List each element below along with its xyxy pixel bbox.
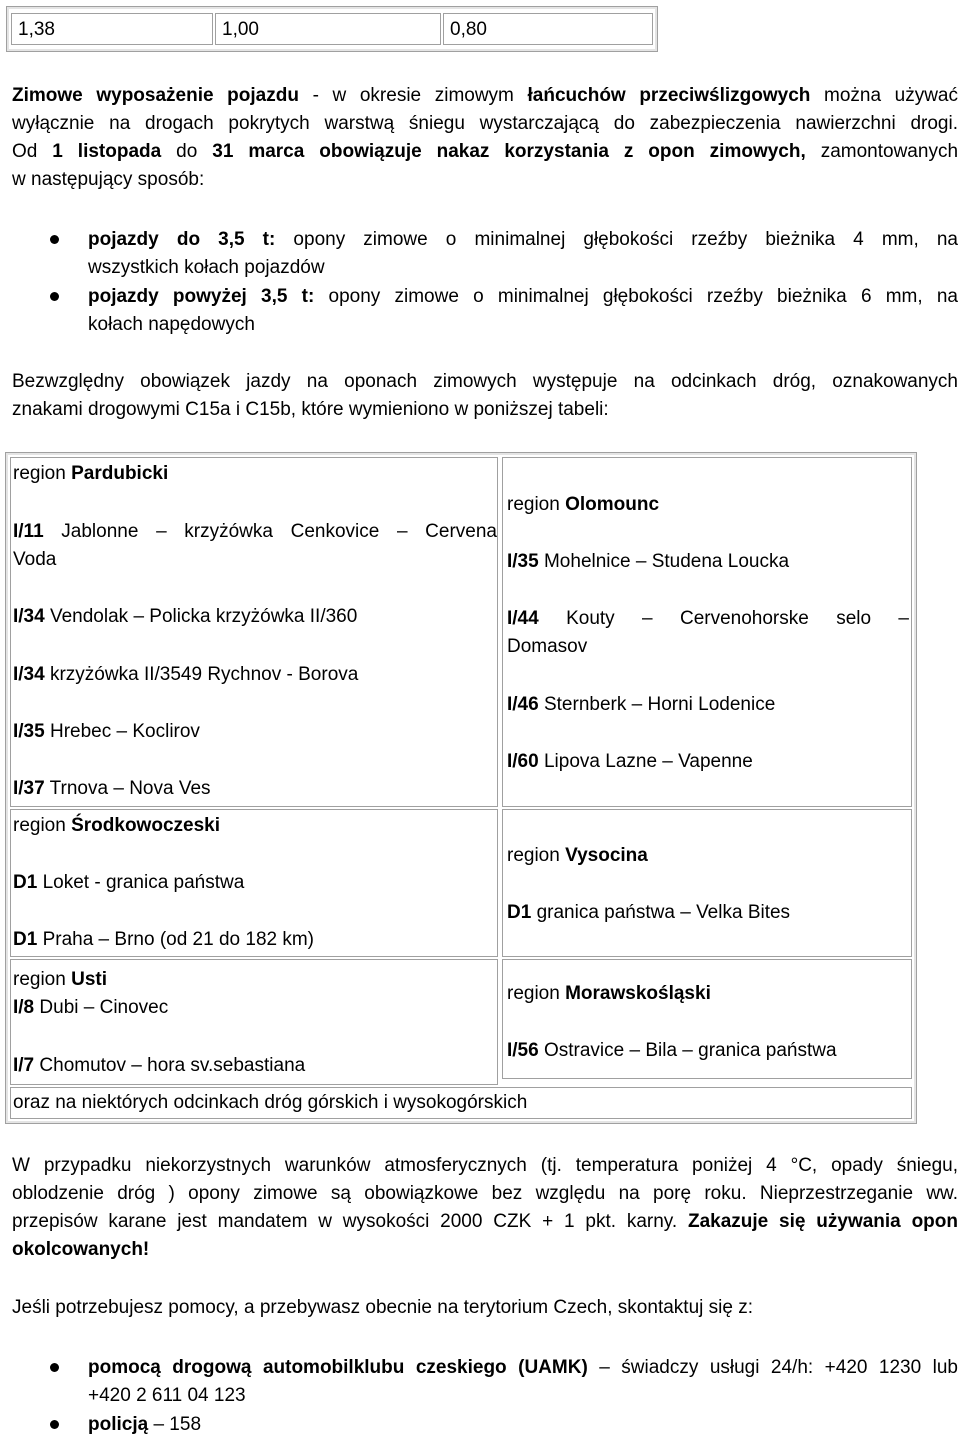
winter-equipment-paragraph xyxy=(12,82,958,194)
road-i44 xyxy=(507,605,909,633)
region-name: Morawskośląski xyxy=(565,983,711,1004)
road-text: Sternberk – Horni Lodenice xyxy=(538,694,776,715)
road-text: Ostravice – Bila – granica państwa xyxy=(538,1040,837,1061)
cell-morawskoslaski xyxy=(502,959,912,1079)
regions-table xyxy=(5,452,917,1124)
region-name: Vysocina xyxy=(565,845,648,866)
bullet-text: opony zimowe o minimalnej głębokości rzeźby bieżnika 4 mm, na xyxy=(275,229,958,250)
bullet-line xyxy=(88,1354,958,1382)
top-cell-3: 0,80 xyxy=(443,13,653,45)
road-text: Dubi – Cinovec xyxy=(34,997,169,1018)
road-i46 xyxy=(507,691,775,719)
bullet-line: +420 2 611 04 123 xyxy=(88,1385,246,1406)
region-title-srodkowoczeski xyxy=(13,812,220,840)
date-end: 31 marca xyxy=(212,141,305,162)
bullet-bold: pojazdy powyżej 3,5 t: xyxy=(88,286,315,307)
weather-line-4 xyxy=(12,1236,958,1264)
winter-text: - w okresie zimowym xyxy=(298,85,528,106)
bullet-line: wszystkich kołach pojazdów xyxy=(88,257,325,278)
bullet-icon xyxy=(50,292,59,301)
region-prefix: region xyxy=(507,845,566,866)
road-text: Trnova – Nova Ves xyxy=(44,778,211,799)
obligation-paragraph xyxy=(12,368,958,424)
bullet-bold: pomocą drogową automobilklubu czeskiego (UAMK) xyxy=(88,1357,588,1378)
region-title-morawskoslaski xyxy=(507,980,711,1008)
road-i34-b xyxy=(13,661,358,689)
cell-srodkowoczeski xyxy=(10,809,498,957)
road-code: I/34 xyxy=(13,664,45,685)
road-code: I/37 xyxy=(13,778,45,799)
road-d1-vysocina xyxy=(507,899,790,927)
road-text: Vendolak – Policka krzyżówka II/360 xyxy=(44,606,358,627)
weather-line-1: W przypadku niekorzystnych warunków atmosferycznych (tj. temperatura poniżej 4 °C, opady śniegu, xyxy=(12,1155,958,1176)
help-intro xyxy=(12,1294,958,1322)
road-text: Kouty – Cervenohorske selo – xyxy=(538,608,909,629)
bullet-icon xyxy=(50,1363,59,1372)
weather-text: przepisów karane jest mandatem w wysokości 2000 CZK + 1 pkt. karny. xyxy=(12,1211,688,1232)
region-prefix: region xyxy=(13,463,72,484)
road-i37 xyxy=(13,775,211,803)
road-text: Lipova Lazne – Vapenne xyxy=(538,751,753,772)
weather-paragraph xyxy=(12,1152,958,1264)
winter-line-4: w następujący sposób: xyxy=(12,169,205,190)
bullet-line: kołach napędowych xyxy=(88,314,255,335)
region-title-vysocina xyxy=(507,842,648,870)
road-code: I/44 xyxy=(507,608,539,629)
winter-line-2: wyłącznie na drogach pokrytych warstwą śniegu wystarczającą do zabezpieczenia nawierzchni drogi. xyxy=(12,113,958,134)
bullet-line xyxy=(88,226,958,254)
region-prefix: region xyxy=(507,494,566,515)
weather-line-3 xyxy=(12,1208,958,1236)
bullet-item-upto-3-5t xyxy=(88,226,958,282)
winter-text: można używać xyxy=(810,85,958,106)
road-code: I/60 xyxy=(507,751,539,772)
road-i35 xyxy=(13,718,200,746)
road-d1-loket xyxy=(13,869,244,897)
winter-text: do xyxy=(161,141,213,162)
region-title-olomounc xyxy=(507,491,659,519)
region-prefix: region xyxy=(13,815,72,836)
cell-olomounc xyxy=(502,457,912,807)
road-i8 xyxy=(13,994,168,1022)
road-text: Voda xyxy=(13,549,57,570)
road-code: I/46 xyxy=(507,694,539,715)
bullet-text: opony zimowe o minimalnej głębokości rzeźby bieżnika 6 mm, na xyxy=(314,286,958,307)
road-code: I/35 xyxy=(507,551,539,572)
region-prefix: region xyxy=(13,969,72,990)
weather-line-2: oblodzenie dróg ) opony zimowe są obowiązkowe bez względu na porę roku. Nieprzestrzeganie ww. xyxy=(12,1183,958,1204)
bullet-text: – 158 xyxy=(148,1414,202,1435)
region-name: Środkowoczeski xyxy=(71,815,220,836)
region-title-usti xyxy=(13,966,107,994)
bullet-line xyxy=(88,1411,958,1439)
region-prefix: region xyxy=(507,983,566,1004)
bullet-bold: pojazdy do 3,5 t: xyxy=(88,229,276,250)
road-i11 xyxy=(13,518,497,546)
bullet-line xyxy=(88,283,958,311)
cell-usti xyxy=(10,959,498,1085)
road-text: Mohelnice – Studena Loucka xyxy=(538,551,790,572)
road-text: Praha – Brno (od 21 do 182 km) xyxy=(37,929,315,950)
road-code: I/11 xyxy=(13,521,44,542)
bullet-icon xyxy=(50,235,59,244)
snow-chains-label: łańcuchów przeciwślizgowych xyxy=(527,85,811,106)
region-name: Olomounc xyxy=(565,494,660,515)
road-text: Jablonne – krzyżówka Cenkovice – Cervena xyxy=(43,521,497,542)
road-text: granica państwa – Velka Bites xyxy=(531,902,791,923)
winter-equipment-heading: Zimowe wyposażenie pojazdu xyxy=(12,85,299,106)
region-name: Pardubicki xyxy=(71,463,169,484)
winter-line-3 xyxy=(12,138,958,166)
region-title-pardubicki xyxy=(13,460,168,488)
road-i34-a xyxy=(13,603,357,631)
cell-footer xyxy=(10,1087,912,1119)
top-values-table xyxy=(6,6,658,52)
date-start: 1 listopada xyxy=(52,141,162,162)
winter-line-1 xyxy=(12,82,958,110)
road-code: I/35 xyxy=(13,721,45,742)
cell-pardubicki xyxy=(10,457,498,807)
regions-footer-text: oraz na niektórych odcinkach dróg górskich i wysokogórskich xyxy=(13,1092,528,1113)
help-item-police xyxy=(88,1411,958,1439)
road-text: Domasov xyxy=(507,636,588,657)
road-text: krzyżówka II/3549 Rychnov - Borova xyxy=(44,664,359,685)
road-code: D1 xyxy=(13,929,38,950)
top-cell-1: 1,38 xyxy=(11,13,213,45)
obligation-line-1: Bezwzględny obowiązek jazdy na oponach zimowych występuje na odcinkach dróg, oznakowanych xyxy=(12,371,958,392)
road-d1-praha-brno xyxy=(13,926,314,954)
road-text: Loket - granica państwa xyxy=(37,872,245,893)
road-code: D1 xyxy=(507,902,532,923)
bullet-icon xyxy=(50,1420,59,1429)
road-code: I/8 xyxy=(13,997,35,1018)
road-code: I/34 xyxy=(13,606,45,627)
road-text: Chomutov – hora sv.sebastiana xyxy=(34,1055,306,1076)
winter-tyre-obligation: obowiązuje nakaz korzystania z opon zimowych, xyxy=(304,141,806,162)
road-text: Hrebec – Koclirov xyxy=(44,721,200,742)
road-code: I/7 xyxy=(13,1055,35,1076)
studded-tyres-ban: Zakazuje się używania opon xyxy=(687,1211,958,1232)
help-item-uamk xyxy=(88,1354,958,1410)
road-i35-olomounc xyxy=(507,548,789,576)
help-intro-text: Jeśli potrzebujesz pomocy, a przebywasz obecnie na terytorium Czech, skontaktuj się z: xyxy=(12,1297,753,1318)
bullet-bold: policją xyxy=(88,1414,149,1435)
road-i60 xyxy=(507,748,753,776)
bullet-item-over-3-5t xyxy=(88,283,958,339)
cell-vysocina xyxy=(502,809,912,957)
winter-text: zamontowanych xyxy=(805,141,959,162)
top-cell-2: 1,00 xyxy=(215,13,441,45)
road-code: D1 xyxy=(13,872,38,893)
road-i56 xyxy=(507,1037,837,1065)
winter-text: Od xyxy=(12,141,53,162)
road-i7 xyxy=(13,1052,305,1080)
road-code: I/56 xyxy=(507,1040,539,1061)
bullet-text: – świadczy usługi 24/h: +420 1230 lub xyxy=(587,1357,958,1378)
obligation-line-2: znakami drogowymi C15a i C15b, które wymieniono w poniższej tabeli: xyxy=(12,399,609,420)
studded-tyres-ban: okolcowanych! xyxy=(12,1239,150,1260)
region-name: Usti xyxy=(71,969,108,990)
